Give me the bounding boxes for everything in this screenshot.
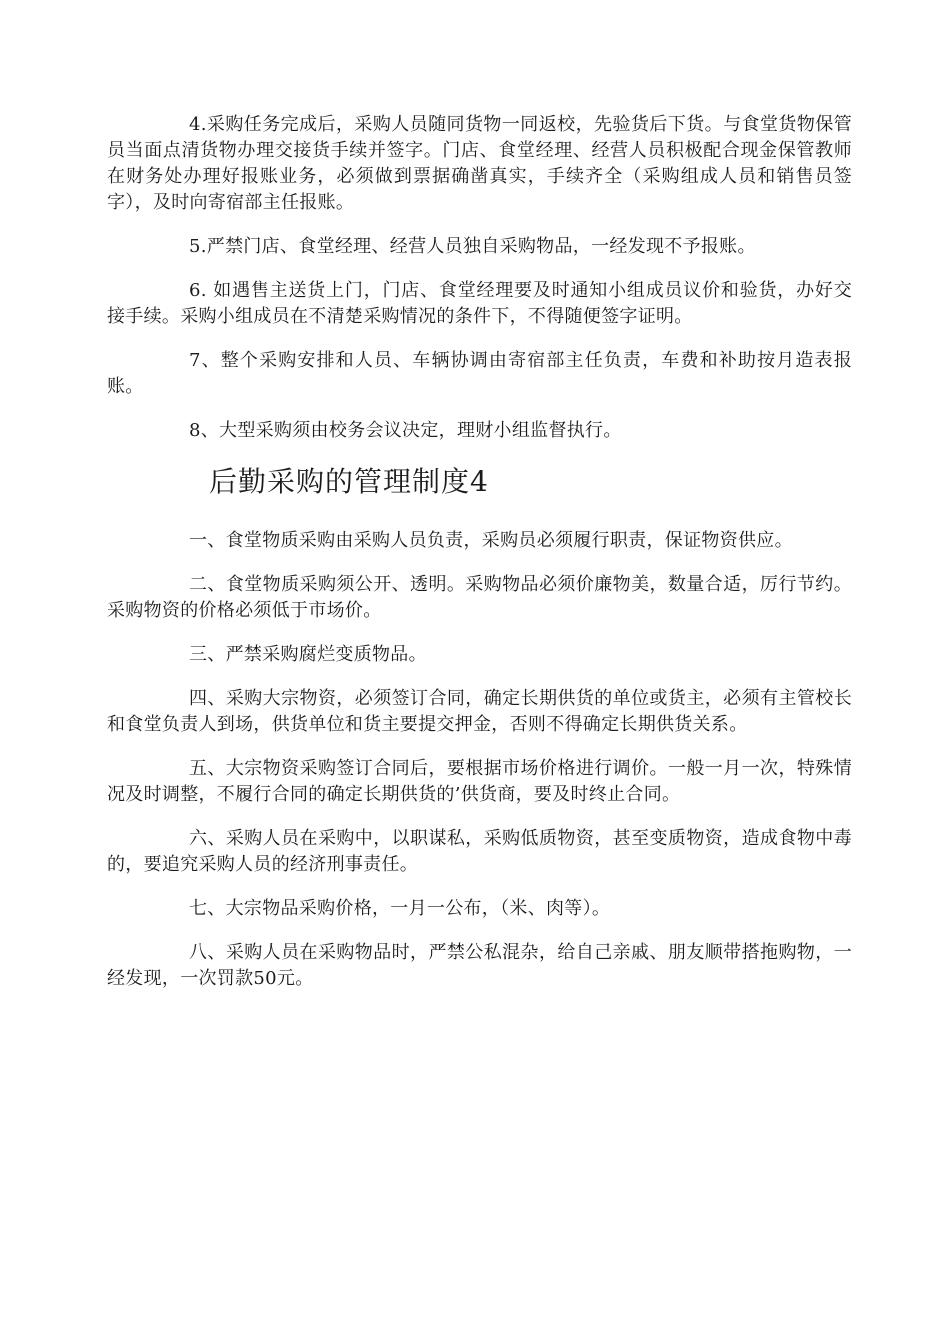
section-title: 后勤采购的管理制度4: [209, 465, 489, 498]
paragraph-item-4: 四、采购大宗物资，必须签订合同，确定长期供货的单位或货主，必须有主管校长和食堂负责人到场，供货单位和货主要提交押金，否则不得确定长期供货关系。: [107, 688, 852, 735]
paragraph-item-5: 五、大宗物资采购签订合同后，要根据市场价格进行调价。一般一月一次，特殊情况及时调整，不履行合同的确定长期供货的’供货商，要及时终止合同。: [107, 758, 852, 805]
paragraph-item-2: 二、食堂物质采购须公开、透明。采购物品必须价廉物美，数量合适，厉行节约。采购物资的价格必须低于市场价。: [107, 574, 852, 621]
paragraph-rule-7: 7、整个采购安排和人员、车辆协调由寄宿部主任负责，车费和补助按月造表报账。: [107, 350, 852, 397]
paragraph-item-3: 三、严禁采购腐烂变质物品。: [189, 644, 427, 665]
paragraph-item-8: 八、采购人员在采购物品时，严禁公私混杂，给自己亲戚、朋友顺带搭拖购物，一经发现，一次罚款50元。: [107, 942, 852, 989]
paragraph-item-6: 六、采购人员在采购中，以职谋私，采购低质物资，甚至变质物资，造成食物中毒的，要追究采购人员的经济刑事责任。: [107, 828, 852, 875]
paragraph-item-7: 七、大宗物品采购价格，一月一公布，（米、肉等）。: [189, 898, 611, 919]
document-body: [107, 112, 852, 1010]
paragraph-rule-6: 6. 如遇售主送货上门，门店、食堂经理要及时通知小组成员议价和验货，办好交接手续。采购小组成员在不清楚采购情况的条件下，不得随便签字证明。: [107, 280, 852, 327]
paragraph-rule-5: 5.严禁门店、食堂经理、经营人员独自采购物品，一经发现不予报账。: [189, 236, 756, 257]
paragraph-item-1: 一、食堂物质采购由采购人员负责，采购员必须履行职责，保证物资供应。: [189, 530, 793, 551]
paragraph-rule-8: 8、大型采购须由校务会议决定，理财小组监督执行。: [189, 420, 622, 441]
paragraph-rule-4: 4.采购任务完成后，采购人员随同货物一同返校，先验货后下货。与食堂货物保管员当面点清货物办理交接货手续并签字。门店、食堂经理、经营人员积极配合现金保管教师在财务处办理好报账业务，必须做到票据确凿真实，手续齐全（采购组成人员和销售员签字），及时向寄宿部主任报账。: [107, 114, 852, 213]
